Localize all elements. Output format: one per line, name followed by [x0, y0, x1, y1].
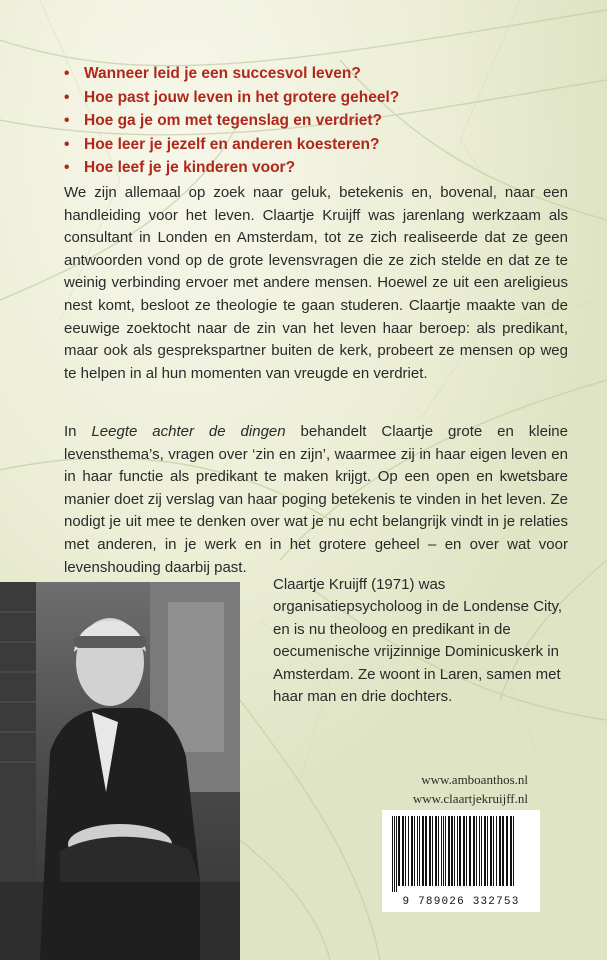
barcode-bar — [396, 816, 397, 892]
barcode-bar — [445, 816, 446, 886]
barcode-bar — [481, 816, 482, 886]
isbn-number: 9 789026 332753 — [402, 896, 520, 908]
barcode-bar — [429, 816, 431, 886]
barcode-bar — [408, 816, 409, 886]
barcode-bar — [394, 816, 395, 892]
author-bio: Claartje Kruijff (1971) was organisatiepsycholoog in de Londense City, en is nu theoloog en predikant in de oecumenische vrijzinnige Dominicuskerk in Amsterdam. Ze woont in Laren, samen met haar man en drie dochters. — [273, 576, 563, 706]
barcode-bar — [411, 816, 413, 886]
barcode-bar — [432, 816, 433, 886]
author-portrait-image — [0, 582, 240, 960]
barcode-bar — [479, 816, 480, 886]
barcode-bar — [466, 816, 467, 886]
barcode-bar — [398, 816, 400, 886]
barcode-bar — [438, 816, 439, 886]
barcode-bar — [463, 816, 465, 886]
bullet-icon: • — [64, 112, 70, 130]
barcode-bar — [417, 816, 418, 886]
barcode-bar — [476, 816, 477, 886]
website-links — [340, 770, 528, 808]
book-title: Leegte achter de dingen — [91, 423, 286, 440]
barcode-bar — [473, 816, 475, 886]
bullet-icon: • — [64, 159, 70, 177]
barcode-bar — [454, 816, 455, 886]
isbn-barcode — [382, 810, 540, 912]
book-summary-paragraph: In Leegte achter de dingen behandelt Claartje grote en kleine levensthema’s, vragen over ‘zin en zijn’, waarmee zij in haar eigen leven en in haar functie als predikant te maken krijgt. Op een open en kwetsbare manier doet zij verslag van haar poging betekenis te vinden in het leven. Ze nodigt je uit mee te denken over wat je nu echt belangrijk vindt in je relaties met anderen, in je werk en in het grotere geheel – en over wat voor levenshouding daarbij past. — [64, 423, 568, 576]
barcode-bar — [457, 816, 458, 886]
barcode-bar — [459, 816, 461, 886]
barcode-bar — [441, 816, 442, 886]
barcode-bar — [451, 816, 453, 886]
barcode-bar — [422, 816, 424, 886]
barcode-bar — [490, 816, 492, 886]
description-paragraph: We zijn allemaal op zoek naar geluk, betekenis en, bovenal, naar een handleiding voor het leven. Claartje Kruijff was jarenlang werkzaam als consultant in Londen en Amsterdam, tot ze zich realiseerde dat ze geen antwoorden vond op de grote levensvragen die ze zich stelde en dat ze te weinig verbinding ervoer met andere mensen. Hoewel ze uit een areligieus nest komt, besloot ze theologie te gaan studeren. Claartje maakte van de eeuwige zoektocht naar de zin van het leven haar beroep: als predikant, maar ook als gesprekspartner buiten de kerk, probeert ze mensen op weg te helpen in al hun momenten van vreugde en verdriet. — [64, 184, 568, 382]
publisher-website-link[interactable]: www.amboanthos.nl — [421, 772, 528, 787]
barcode-bar — [499, 816, 501, 886]
barcode-bar — [414, 816, 415, 886]
barcode-bar — [435, 816, 437, 886]
bullet-icon: • — [64, 135, 70, 153]
barcode-bar — [419, 816, 420, 886]
bullet-icon: • — [64, 88, 70, 106]
barcode-bar — [405, 816, 406, 886]
barcode-bar — [496, 816, 497, 886]
question-item: • Wanneer leid je een succesvol leven? — [64, 62, 584, 86]
barcode-bar — [469, 816, 471, 886]
barcode-bar — [510, 816, 512, 886]
barcode-bar — [513, 816, 514, 886]
barcode-bar — [448, 816, 450, 886]
barcode-bar — [493, 816, 494, 886]
barcode-bar — [487, 816, 488, 886]
barcode-bar — [484, 816, 486, 886]
question-item: • Hoe leef je je kinderen voor? — [64, 156, 584, 180]
barcode-bar — [502, 816, 504, 886]
barcode-bar — [443, 816, 444, 886]
barcode-bar — [392, 816, 393, 892]
barcode-bar — [425, 816, 427, 886]
question-item: • Hoe past jouw leven in het grotere geheel? — [64, 86, 584, 110]
barcode-bar — [506, 816, 508, 886]
question-list — [64, 62, 584, 180]
question-item: • Hoe leer je jezelf en anderen koesteren? — [64, 133, 584, 157]
barcode-bar — [402, 816, 404, 886]
bullet-icon: • — [64, 65, 70, 82]
author-photo — [0, 582, 240, 960]
author-website-link[interactable]: www.claartjekruijff.nl — [412, 791, 528, 806]
barcode-bars — [382, 810, 540, 896]
question-item: • Hoe ga je om met tegenslag en verdriet? — [64, 109, 584, 133]
